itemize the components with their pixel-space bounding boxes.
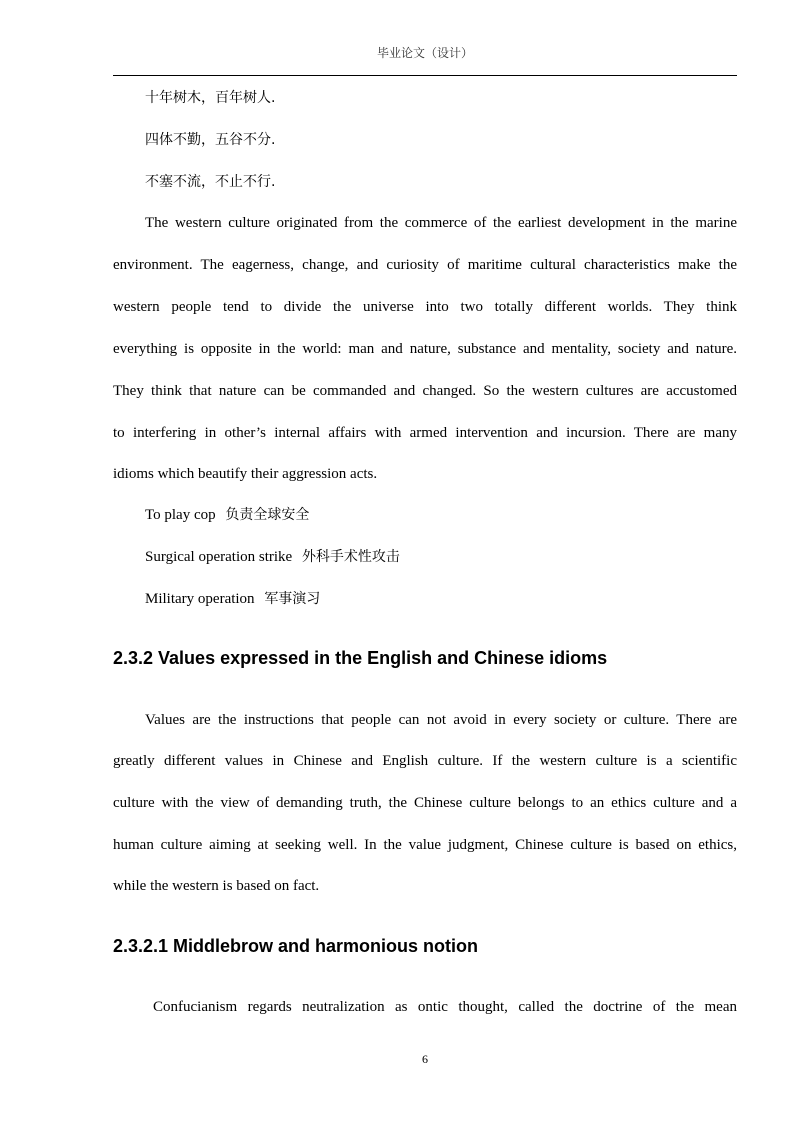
section-232-line-4: human culture aiming at seeking well. In the value judgment, Chinese culture is based on ethics,	[113, 837, 737, 853]
example-cn: 外科手术性攻击	[301, 549, 400, 565]
paragraph1-line-7: idioms which beautify their aggression acts.	[113, 466, 378, 482]
idiom-line-1: 十年树木，百年树人.	[145, 90, 276, 106]
paragraph1-line-1: The western culture originated from the commerce of the earliest development in the marine	[145, 215, 737, 231]
page-number: 6	[422, 1052, 428, 1066]
example-en: Military operation	[145, 591, 255, 607]
section-232-line-2: greatly different values in Chinese and English culture. If the western culture is a scientific	[113, 753, 737, 769]
paragraph1-line-2: environment. The eagerness, change, and curiosity of maritime cultural characteristics make the	[113, 257, 737, 273]
page-header: 毕业论文（设计）	[376, 46, 473, 60]
idiom-line-2: 四体不勤，五谷不分.	[145, 132, 276, 148]
section-232-line-1: Values are the instructions that people can not avoid in every society or culture. There are	[145, 712, 737, 728]
paragraph1-line-4: everything is opposite in the world: man and nature, substance and mentality, society and nature.	[113, 341, 737, 357]
section-heading-2-3-2-1: 2.3.2.1 Middlebrow and harmonious notion	[113, 936, 479, 956]
paragraph1-line-5: They think that nature can be commanded and changed. So the western cultures are accustomed	[113, 383, 737, 399]
example-row-3	[145, 590, 320, 608]
example-en: Surgical operation strike	[145, 549, 293, 565]
header-divider	[113, 75, 737, 76]
section-2321-line-1: Confucianism regards neutralization as ontic thought, called the doctrine of the mean	[153, 999, 737, 1015]
paragraph1-line-3: western people tend to divide the universe into two totally different worlds. They think	[113, 299, 737, 315]
section-232-line-5: while the western is based on fact.	[113, 878, 320, 894]
example-en: To play cop	[145, 507, 216, 523]
section-heading-2-3-2: 2.3.2 Values expressed in the English and Chinese idioms	[113, 648, 608, 668]
paragraph1-line-6: to interfering in other’s internal affairs with armed intervention and incursion. There are many	[113, 425, 737, 441]
example-row-1	[145, 506, 309, 524]
idiom-line-3: 不塞不流，不止不行.	[145, 174, 276, 190]
section-232-line-3: culture with the view of demanding truth, the Chinese culture belongs to an ethics culture and a	[113, 795, 737, 811]
example-row-2	[145, 548, 400, 566]
example-cn: 军事演习	[264, 591, 321, 607]
example-cn: 负责全球安全	[225, 507, 310, 523]
